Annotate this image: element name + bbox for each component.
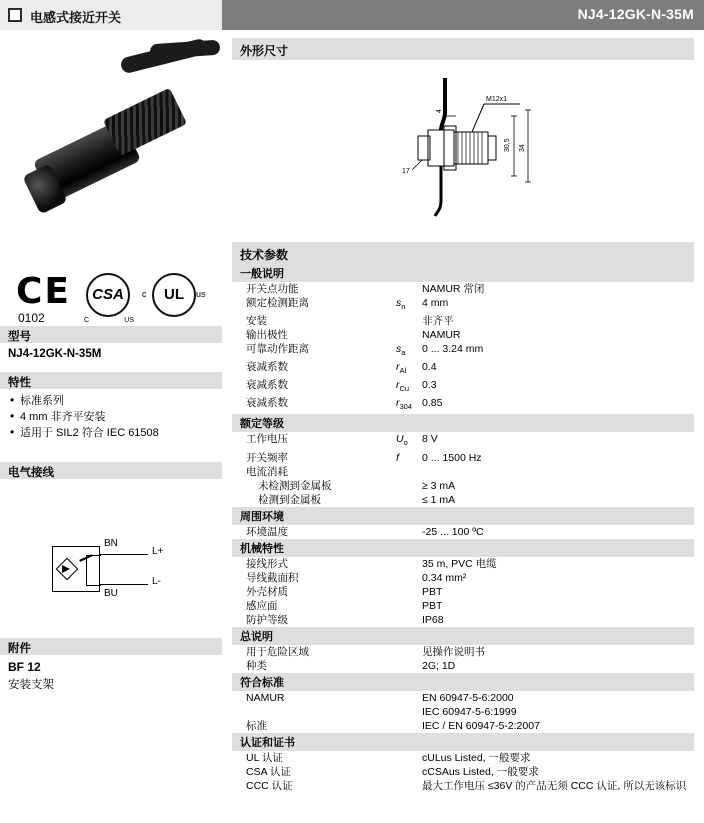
tech-row-value: 2G; 1D [422,659,456,672]
header-right-block [222,0,704,30]
dim-label-17: 17 [402,168,410,175]
dimension-drawing [232,60,694,242]
accessory-desc: 安装支架 [8,679,54,691]
terminal-label-lminus: L- [152,576,161,587]
tech-group-header: 周围环境 [232,507,694,525]
section-header-dimensions: 外形尺寸 [232,38,694,60]
tech-row-label: 标准 [246,719,267,732]
model-number-header: NJ4-12GK-N-35M [577,6,694,22]
table-row [232,719,694,733]
tech-row-value: cULus Listed, 一般要求 [422,751,531,764]
tech-row-value: -25 ... 100 ºC [422,525,484,538]
tech-row-label: 可靠动作距离 [246,343,309,356]
dim-label-30-5: 30,5 [504,138,511,152]
tech-row-label: 输出极性 [246,329,288,342]
tech-row-label: CCC 认证 [246,779,293,792]
contact-bottom-line [86,585,101,586]
accessory-name: BF 12 [8,660,41,674]
tech-row-value: 见操作说明书 [422,645,485,658]
tech-row-label: 环境温度 [246,525,288,538]
ce-icon: CE [16,271,72,312]
csa-sub-labels [84,317,134,324]
contact-line [86,555,87,585]
ul-icon: UL [152,273,196,317]
table-row [232,613,694,627]
tech-row-label: 用于危险区域 [246,645,309,658]
tech-row-value: IEC / EN 60947-5-2:2007 [422,719,540,732]
tech-row-label: 种类 [246,659,267,672]
table-row [232,751,694,765]
model-value: NJ4-12GK-N-35M [8,348,102,360]
tech-row-value: 0.3 [422,379,437,392]
contact-top-line [86,555,101,556]
table-row [232,493,694,507]
table-row [232,599,694,613]
table-row [232,328,694,342]
tech-row-label: 导线截面积 [246,571,299,584]
table-row [232,659,694,673]
tech-row-value: PBT [422,585,443,598]
table-row [232,396,694,414]
product-photo [0,40,222,255]
square-logo-icon [8,8,22,22]
header-left-block [0,0,222,30]
tech-row-value: NAMUR [422,329,461,342]
tech-row-label: 检测到金属板 [258,493,321,506]
tech-row-value: ≥ 3 mA [422,479,456,492]
ce-number: 0102 [18,311,45,325]
tech-row-symbol: $r_{304}$ [396,397,413,412]
table-row [232,571,694,585]
page-header [0,0,704,30]
technical-data-table [232,264,694,793]
tech-row-label: CSA 认证 [246,765,291,778]
right-column [232,38,694,793]
tech-row-label: 衰减系数 [246,361,288,374]
tech-row-value: 最大工作电压 ≤36V 的产品无须 CCC 认证, 所以无该标识 [422,779,687,792]
terminal-label-lplus: L+ [152,546,164,557]
tech-row-label: 接线形式 [246,557,288,570]
tech-row-value: ≤ 1 mA [422,493,456,506]
left-column [0,30,222,823]
list-item: • 适用于 SIL2 符合 IEC 61508 [20,426,214,441]
table-row [232,585,694,599]
table-row [232,360,694,378]
tech-group-header: 符合标准 [232,673,694,691]
wiring-sensor-box [52,546,100,592]
list-item: • 标准系列 [20,394,214,409]
tech-row-value: IP68 [422,613,444,626]
ul-us-label: us [196,289,206,299]
table-row [232,342,694,360]
approval-marks [0,265,222,335]
dimension-drawing-svg [232,60,694,242]
sensor-arrow-icon [62,565,70,573]
tech-row-label: 安装 [246,315,267,328]
wire-label-bn: BN [104,538,118,549]
ul-c-label: c [142,289,147,299]
tech-row-symbol: f [396,451,399,464]
tech-row-value: IEC 60947-5-6:1999 [422,705,517,718]
tech-row-value: EN 60947-5-6:2000 [422,691,514,704]
tech-row-label: 工作电压 [246,433,288,446]
section-header-model: 型号 [0,326,222,343]
tech-group-header: 额定等级 [232,414,694,432]
tech-group-header: 一般说明 [232,264,694,282]
tech-row-label: 防护等级 [246,613,288,626]
table-row [232,314,694,328]
page-title: 电感式接近开关 [30,10,122,25]
tech-row-value: 35 m, PVC 电缆 [422,557,497,570]
tech-row-label: 未检测到金属板 [258,479,332,492]
table-row [232,779,694,793]
tech-row-label: 额定检测距离 [246,297,309,309]
tech-row-label: 感应面 [246,599,278,612]
tech-row-label: 衰减系数 [246,397,288,410]
table-row [232,525,694,539]
csa-c-label: C [84,317,90,324]
table-row [232,282,694,296]
dim-label-34: 34 [519,144,526,152]
section-header-wiring: 电气接线 [0,462,222,479]
sensor-cable-end [150,40,221,60]
tech-group-header: 机械特性 [232,539,694,557]
section-header-features: 特性 [0,372,222,389]
table-row [232,451,694,465]
tech-row-label: NAMUR [246,691,285,704]
table-row [232,432,694,450]
tech-row-value: NAMUR 常闭 [422,283,485,295]
table-row [232,705,694,719]
tech-row-label: UL 认证 [246,751,283,764]
section-header-technical: 技术参数 [232,242,694,264]
tech-row-value: 0 ... 3.24 mm [422,343,484,356]
tech-row-value: PBT [422,599,443,612]
dim-label-thread: M12x1 [486,96,508,103]
tech-group-header: 总说明 [232,627,694,645]
csa-icon: CSA [86,273,130,317]
tech-row-value: cCSAus Listed, 一般要求 [422,765,539,778]
tech-row-label: 开关频率 [246,451,288,464]
table-row [232,479,694,493]
tech-row-value: 0.85 [422,397,443,410]
list-item: • 4 mm 非齐平安装 [20,410,214,425]
table-row [232,645,694,659]
table-row [232,296,694,314]
tech-row-symbol: $r_{Cu}$ [396,379,410,394]
tech-row-value: 0 ... 1500 Hz [422,451,482,464]
tech-group-header: 认证和证书 [232,733,694,751]
tech-row-value: 4 mm [422,297,449,309]
tech-row-label: 开关点功能 [246,283,299,295]
wire-label-bu: BU [104,588,118,599]
tech-row-value: 非齐平 [422,315,454,328]
sensor-thread [103,88,187,156]
table-row [232,765,694,779]
table-row [232,378,694,396]
wire-lplus [100,554,148,555]
wire-lminus [100,584,148,585]
tech-row-symbol: $s_a$ [396,343,406,358]
section-header-accessory: 附件 [0,638,222,655]
csa-us-label: US [124,317,134,324]
table-row [232,557,694,571]
table-row [232,465,694,479]
tech-row-value: 0.4 [422,361,437,374]
tech-row-value: 0.34 mm² [422,571,467,584]
tech-row-symbol: $r_{Al}$ [396,361,407,376]
tech-row-symbol: $s_n$ [396,297,406,312]
table-row [232,691,694,705]
tech-row-label: 电流消耗 [246,465,288,478]
tech-row-label: 外壳材质 [246,585,288,598]
dim-label-4: 4 [436,109,443,113]
tech-row-symbol: $U_o$ [396,433,408,448]
tech-row-value: 8 V [422,433,438,446]
tech-row-label: 衰减系数 [246,379,288,392]
features-list [0,394,214,442]
